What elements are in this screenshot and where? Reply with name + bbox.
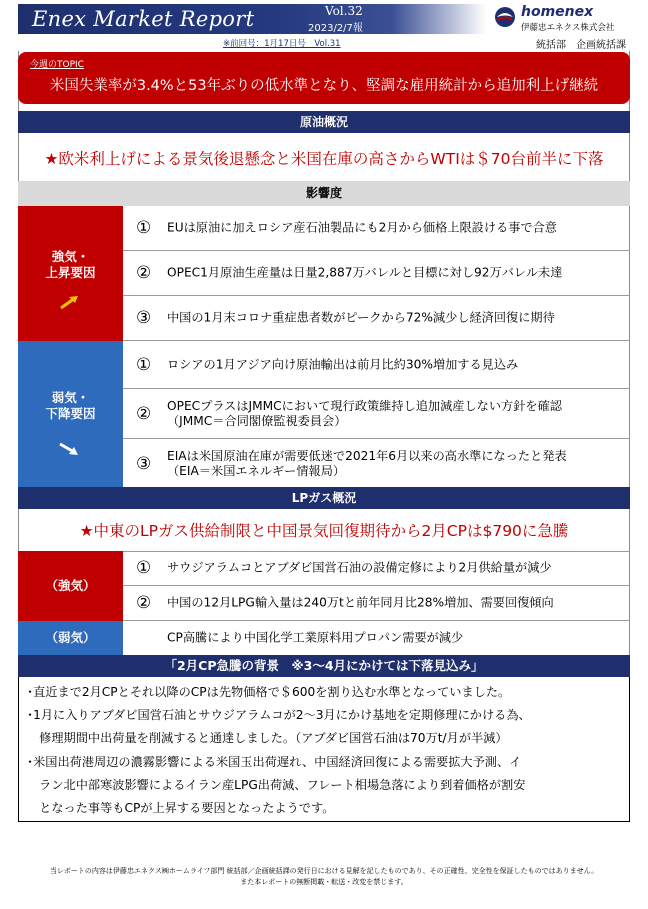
background-title: 「2月CP急騰の背景 ※3～4月にかけては下落見込み」 [18,655,630,677]
strong-label-line2: 上昇要因 [45,264,96,280]
up-arrow-icon [56,294,82,310]
row-number: ② [136,593,152,613]
report-title: Enex Market Report [32,7,255,31]
issue-date: 2023/2/7報 [308,23,363,34]
background-box [18,677,630,822]
lpg-weak-row [123,621,630,655]
background-line-5: ラン北中部寒波影響によるイラン産LPG出荷減、フレート相場急落により到着価格が割安 [27,778,526,792]
header-band [18,4,486,34]
row-number: ① [136,354,152,375]
strong-row-1 [123,206,630,251]
department-name: 統括部 企画統括課 [536,40,626,51]
lpg-section-title: LPガス概況 [18,487,630,509]
lpg-weak-label: （弱気） [18,621,123,655]
weak-label-line2: 下降要因 [45,405,96,421]
row-text: 中国の1月末コロナ重症患者数がピークから72%減少し経済回復に期待 [167,310,555,325]
row-text: OPEC1月原油生産量は日量2,887万バレルと目標に対し92万バレル未達 [167,265,563,280]
lpg-strong-label: （強気） [18,551,123,621]
row-number: ① [136,218,152,238]
background-line-6: となった事等もCPが上昇する要因となったようです。 [27,801,335,815]
disclaimer-footer [0,866,648,888]
lpg-strong-row-2 [123,586,630,621]
background-line-3: 修理期間中出荷量を削減すると通達しました。（アブダビ国営石油は70万t/月が半減） [27,731,508,745]
strong-row-2 [123,251,630,296]
row-text: EUは原油に加えロシア産石油製品にも2月から価格上限設ける事で合意 [167,220,557,235]
background-line-2: ･1月に入りアブダビ国営石油とサウジアラムコが2～3月にかけ基地を定期修理にかける為、 [27,708,531,722]
disclaimer-line-2: また本レポートの無断掲載・転送・改変を禁じます。 [240,878,408,886]
disclaimer-line-1: 当レポートの内容は伊藤忠エネクス㈱ホームライフ部門 統括部／企画統括課の発行日における見解を記したものであり、その正確性、完全性を保証したものではありません。 [49,867,599,875]
row-number: ② [136,263,152,283]
row-text: CP高騰により中国化学工業原料用プロパン需要が減少 [167,630,464,645]
row-number: ③ [136,308,152,328]
volume-number: Vol.32 [325,4,363,18]
weak-row-1 [123,341,630,389]
weak-label-line1: 弱気・ [51,389,90,405]
previous-issue-link[interactable]: ※前回号：1月17日号 Vol.31 [223,39,341,49]
row-number: ③ [136,453,152,474]
lpg-headline: ★中東のLPガス供給制限と中国景気回復期待から2月CPは$790に急騰 [79,522,569,540]
row-text [167,449,567,479]
row-text [167,399,562,429]
background-line-4: ･米国出荷港周辺の濃霧影響による米国玉出荷遅れ、中国経済回復による需要拡大予測、イ [27,755,522,769]
row-text: サウジアラムコとアブダビ国営石油の設備定修により2月供給量が減少 [167,560,552,575]
crude-section-title: 原油概況 [18,111,630,133]
row-text-line1: EIAは米国原油在庫が需要低迷で2021年6月以来の高水準になったと発表 [167,448,567,463]
row-text-line2: （EIA＝米国エネルギー情報局） [167,463,346,478]
logo-wordmark: homenex [521,4,594,20]
crude-headline: ★欧米利上げによる景気後退懸念と米国在庫の高さからWTIは＄70台前半に下落 [44,150,604,168]
lpg-strong-row-1 [123,551,630,586]
row-text-line1: OPECプラスはJMMCにおいて現行政策維持し追加減産しない方針を確認 [167,398,562,413]
meta-row [18,37,630,51]
background-line-1: ･直近まで2月CPとそれ以降のCPは先物価格で＄600を割り込む水準となっていました。 [27,685,511,699]
strong-row-3 [123,296,630,341]
weak-factor-label [18,341,123,488]
strong-label-line1: 強気・ [51,248,90,264]
row-number: ② [136,403,152,424]
row-text: ロシアの1月アジア向け原油輸出は前月比約30%増加する見込み [167,357,519,371]
down-arrow-icon [56,441,82,457]
strong-factor-label [18,206,123,341]
company-logo [490,4,630,34]
crude-strong-block [18,206,630,341]
lpg-weak-block [18,621,630,655]
weak-row-3 [123,439,630,488]
row-text-line2: （JMMC＝合同閣僚監視委員会） [167,413,347,428]
crude-weak-block [18,341,630,488]
row-text: 中国の12月LPG輸入量は240万tと前年同月比28%増加、需要回復傾向 [167,595,554,610]
topic-text: 米国失業率が3.4%と53年ぶりの低水準となり、堅調な雇用統計から追加利上げ継続 [49,78,599,94]
logo-mark-icon [494,6,516,28]
logo-company-name: 伊藤忠エネクス株式会社 [521,23,615,33]
row-number: ① [136,558,152,578]
topic-label: 今週のTOPIC [30,60,84,70]
topic-box [18,52,630,104]
impact-header: 影響度 [18,181,630,206]
weak-row-2 [123,389,630,439]
lpg-strong-block [18,551,630,621]
report-header [18,4,630,34]
